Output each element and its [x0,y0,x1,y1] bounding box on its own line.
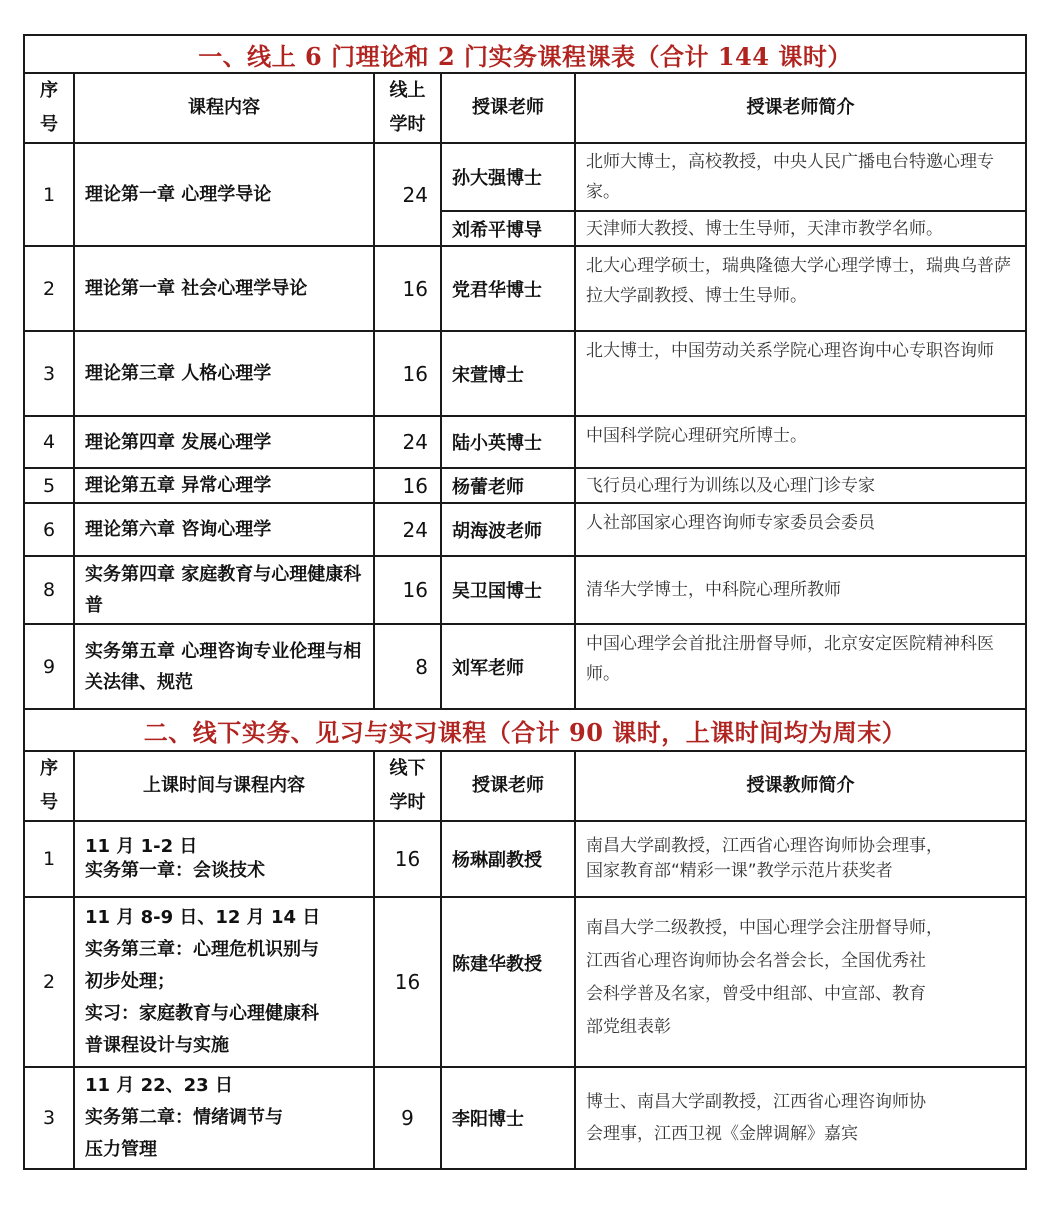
row-bio-line: 博士、南昌大学副教授，江西省心理咨询师协 [586,1092,926,1112]
table-row [24,416,1026,468]
row-course [74,821,374,897]
row-teacher: 胡海波老师 [441,503,575,556]
row-bio: 北大心理学硕士，瑞典隆德大学心理学博士，瑞典乌普萨拉大学副教授、博士生导师。 [575,246,1026,331]
table-row [24,897,1026,1067]
table-row [24,331,1026,416]
row-bio: 中国心理学会首批注册督导师，北京安定医院精神科医师。 [575,624,1026,709]
header-index [24,73,74,143]
header-index-line2: 号 [40,114,58,135]
header-bio: 授课老师简介 [575,73,1026,143]
row-course-line: 实务第二章：情绪调节与 [85,1107,283,1128]
row-bio: 人社部国家心理咨询师专家委员会委员 [575,503,1026,556]
row-hours: 16 [374,468,441,503]
row-teacher: 陈建华教授 [441,897,575,1067]
row-index: 3 [24,1067,74,1169]
section2-header-row [24,751,1026,821]
row-hours: 9 [374,1067,441,1169]
row-teacher: 党君华博士 [441,246,575,331]
header-index-line2: 号 [40,792,58,813]
row-course: 理论第四章 发展心理学 [74,416,374,468]
row-bio-line: 国家教育部“精彩一课”教学示范片获奖者 [586,861,893,881]
row-index: 8 [24,556,74,624]
row-index: 3 [24,331,74,416]
row-teacher: 杨蕾老师 [441,468,575,503]
row-course-date: 11 月 22、23 日 [85,1075,233,1096]
row-course: 理论第六章 咨询心理学 [74,503,374,556]
header-hours [374,751,441,821]
row-course-line: 实务第三章：心理危机识别与 [85,939,319,960]
row-hours: 16 [374,556,441,624]
header-teacher: 授课老师 [441,751,575,821]
row-course-line: 压力管理 [85,1139,157,1160]
row-bio: 北师大博士，高校教授，中央人民广播电台特邀心理专家。 [575,143,1026,211]
header-hours [374,73,441,143]
row-course-line: 初步处理； [85,971,175,992]
row-bio [575,1067,1026,1169]
row-bio [575,821,1026,897]
header-hours-line1: 线上 [389,80,426,101]
table-row [24,821,1026,897]
header-index [24,751,74,821]
row-hours: 16 [374,821,441,897]
row-course: 理论第五章 异常心理学 [74,468,374,503]
header-index-line1: 序 [40,80,58,101]
header-course: 上课时间与课程内容 [74,751,374,821]
section1-title: 一、线上 6 门理论和 2 门实务课程课表（合计 144 课时） [24,35,1026,73]
header-teacher: 授课老师 [441,73,575,143]
row-hours: 24 [374,143,441,246]
section2-title: 二、线下实务、见习与实习课程（合计 90 课时，上课时间均为周末） [24,709,1026,751]
row-teacher: 陆小英博士 [441,416,575,468]
row-course-line: 实习：家庭教育与心理健康科 [85,1003,319,1024]
row-hours: 16 [374,246,441,331]
header-bio: 授课教师简介 [575,751,1026,821]
row-course-date: 11 月 1-2 日 [85,836,198,857]
row-index: 4 [24,416,74,468]
table-row [24,503,1026,556]
row-course: 理论第一章 心理学导论 [74,143,374,246]
row-bio: 清华大学博士，中科院心理所教师 [575,556,1026,624]
row-bio: 飞行员心理行为训练以及心理门诊专家 [575,468,1026,503]
row-bio-line: 会理事，江西卫视《金牌调解》嘉宾 [586,1124,858,1144]
row-bio: 中国科学院心理研究所博士。 [575,416,1026,468]
row-teacher: 孙大强博士 [441,143,575,211]
row-bio-line: 南昌大学二级教授，中国心理学会注册督导师， [586,918,943,938]
row-hours: 16 [374,897,441,1067]
row-course: 实务第五章 心理咨询专业伦理与相关法律、规范 [74,624,374,709]
course-schedule-table [23,34,1027,1170]
header-index-line1: 序 [40,758,58,779]
row-hours: 16 [374,331,441,416]
header-hours-line2: 学时 [389,792,426,813]
row-index: 1 [24,143,74,246]
table-row [24,143,1026,211]
row-bio [575,897,1026,1067]
header-hours-line2: 学时 [389,114,426,135]
row-index: 1 [24,821,74,897]
header-hours-line1: 线下 [389,758,426,779]
row-bio-line: 江西省心理咨询师协会名誉会长，全国优秀社 [586,951,926,971]
row-teacher: 李阳博士 [441,1067,575,1169]
row-bio: 北大博士，中国劳动关系学院心理咨询中心专职咨询师 [575,331,1026,416]
row-index: 9 [24,624,74,709]
row-bio-line: 会科学普及名家，曾受中组部、中宣部、教育 [586,984,926,1004]
row-teacher: 杨琳副教授 [441,821,575,897]
row-teacher: 宋萱博士 [441,331,575,416]
row-hours: 24 [374,416,441,468]
row-course: 理论第三章 人格心理学 [74,331,374,416]
header-course: 课程内容 [74,73,374,143]
row-hours: 8 [374,624,441,709]
row-index: 5 [24,468,74,503]
row-course-line: 普课程设计与实施 [85,1035,229,1056]
row-teacher: 刘希平博导 [441,211,575,246]
row-course [74,897,374,1067]
row-bio-line: 南昌大学副教授，江西省心理咨询师协会理事， [586,836,943,856]
row-teacher: 刘军老师 [441,624,575,709]
row-index: 2 [24,246,74,331]
row-course: 实务第四章 家庭教育与心理健康科普 [74,556,374,624]
row-course-date: 11 月 8-9 日、12 月 14 日 [85,907,321,928]
row-course: 理论第一章 社会心理学导论 [74,246,374,331]
section1-header-row [24,73,1026,143]
table-row [24,246,1026,331]
table-row [24,468,1026,503]
row-bio-line: 部党组表彰 [586,1017,671,1037]
row-course [74,1067,374,1169]
table-row [24,1067,1026,1169]
row-course-line: 实务第一章：会谈技术 [85,860,265,881]
row-index: 6 [24,503,74,556]
row-hours: 24 [374,503,441,556]
table-row [24,624,1026,709]
row-bio: 天津师大教授、博士生导师，天津市教学名师。 [575,211,1026,246]
table-row [24,556,1026,624]
row-teacher: 吴卫国博士 [441,556,575,624]
row-index: 2 [24,897,74,1067]
